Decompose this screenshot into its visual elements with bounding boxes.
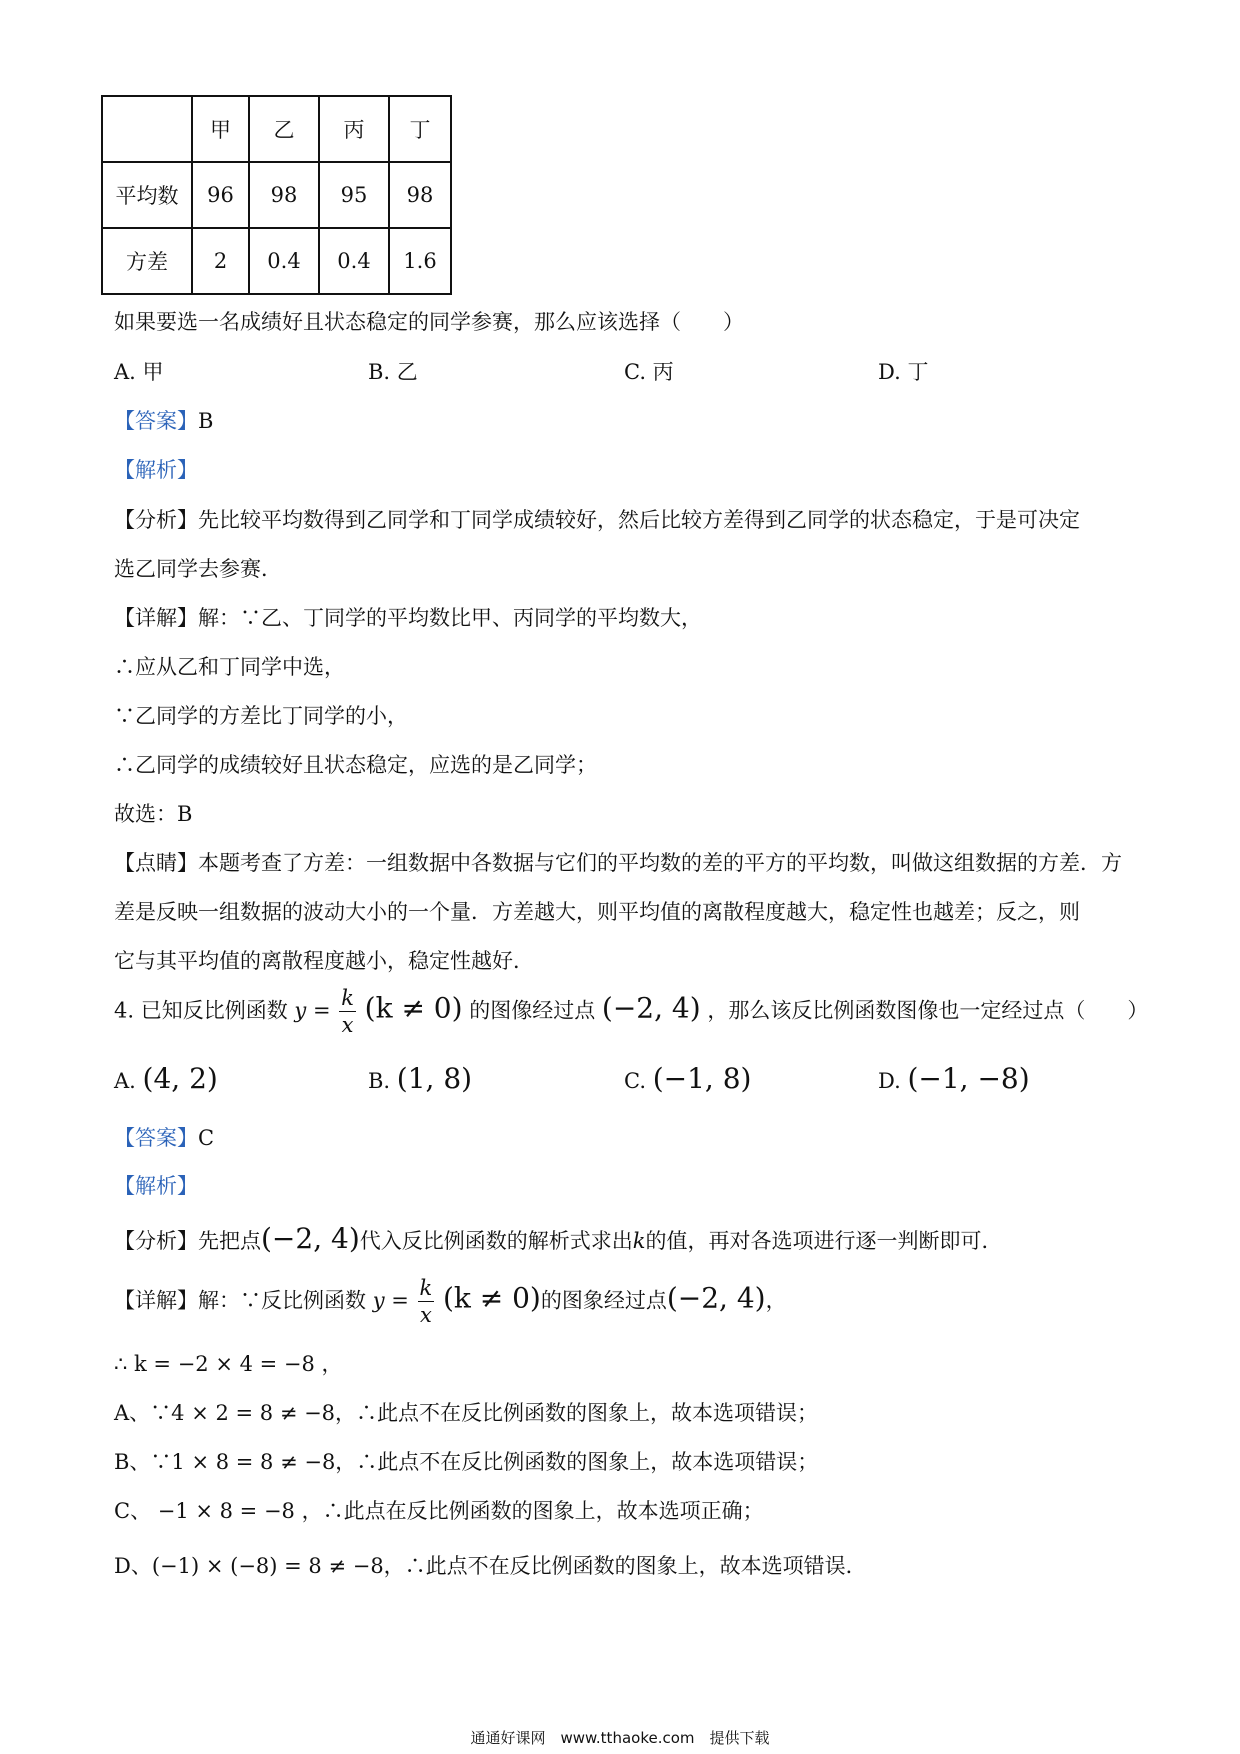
q4-func-lhs: y = <box>294 998 331 1023</box>
dianjing-text: 本题考查了方差：一组数据中各数据与它们的平均数的差的平方的平均数，叫做这组数据的方差．方 <box>198 851 1122 875</box>
q4-point: (−2, 4) <box>601 991 701 1025</box>
table-row <box>102 228 451 294</box>
table-header-cell: 丁 <box>389 96 451 162</box>
q4-condition: (k ≠ 0) <box>364 991 463 1025</box>
q3-answer-line <box>114 405 213 435</box>
table-header-cell: 丙 <box>319 96 389 162</box>
option-label: B. <box>368 1069 391 1093</box>
score-table <box>101 95 452 295</box>
xiangjie-pre: 解：∵反比例函数 <box>198 1288 366 1313</box>
q4-option-a <box>114 1062 218 1095</box>
analysis-tag: 【解析】 <box>114 458 198 482</box>
q3-option-a: A. 甲 <box>114 360 164 384</box>
fenxi-point: (−2, 4) <box>261 1222 360 1255</box>
q4-stem-pre: 4. 已知反比例函数 <box>114 998 288 1023</box>
fenxi-tag: 【分析】 <box>114 508 198 532</box>
option-value: (−1, 8) <box>652 1062 752 1095</box>
q3-solution-line: ∴应从乙和丁同学中选， <box>114 655 345 679</box>
table-row <box>102 162 451 228</box>
table-cell: 2 <box>192 228 249 294</box>
q4-fenxi-line <box>114 1222 1002 1255</box>
q4-stem <box>114 988 1148 1036</box>
fenxi-post: 的值，再对各选项进行逐一判断即可． <box>645 1229 1003 1253</box>
q3-option-d: D. 丁 <box>878 360 929 384</box>
q3-dianjing-line2: 差是反映一组数据的波动大小的一个量．方差越大，则平均值的离散程度越大，稳定性也越差；反之，则 <box>114 900 1080 924</box>
option-label: D. <box>878 1069 901 1093</box>
q3-xiangjie-line1 <box>114 602 702 632</box>
table-cell: 0.4 <box>319 228 389 294</box>
option-value: (−1, −8) <box>907 1062 1030 1095</box>
q4-k-line: ∴ k = −2 × 4 = −8 ， <box>114 1352 343 1376</box>
q3-solution-line: ∵乙同学的方差比丁同学的小， <box>114 704 408 728</box>
answer-tag: 【答案】 <box>114 1126 198 1150</box>
table-header-cell: 甲 <box>192 96 249 162</box>
table-header-cell: 乙 <box>249 96 319 162</box>
answer-tag: 【答案】 <box>114 409 198 433</box>
xj-func-lhs: y = <box>372 1288 409 1313</box>
q4-option-c <box>624 1062 751 1095</box>
q4-fraction <box>339 988 356 1036</box>
q3-option-c: C. 丙 <box>624 360 674 384</box>
table-cell: 1.6 <box>389 228 451 294</box>
xj-mid: 的图象经过点 <box>540 1288 667 1313</box>
q4-check-c: C、 −1 × 8 = −8 ，∴此点在反比例函数的图象上，故本选项正确； <box>114 1499 764 1523</box>
table-cell: 98 <box>249 162 319 228</box>
table-row-label: 方差 <box>102 228 192 294</box>
fraction-denominator: x <box>419 1303 432 1327</box>
q3-conclusion: 故选：B <box>114 802 193 826</box>
answer-value: C <box>198 1126 215 1150</box>
q4-answer-line <box>114 1122 214 1152</box>
table-cell: 96 <box>192 162 249 228</box>
xiangjie-tag: 【详解】 <box>114 606 198 630</box>
xiangjie-text: 解：∵乙、丁同学的平均数比甲、丙同学的平均数大， <box>198 606 702 630</box>
page-footer: 通通好课网 www.tthaoke.com 提供下载 <box>470 1729 770 1747</box>
q4-stem-post: ，那么该反比例函数图像也一定经过点（ ） <box>707 998 1149 1023</box>
option-label: C. <box>624 1069 646 1093</box>
q3-stem: 如果要选一名成绩好且状态稳定的同学参赛，那么应该选择（ ） <box>114 310 744 334</box>
option-label: A. <box>114 1069 136 1093</box>
q4-check-b: B、∵1 × 8 = 8 ≠ −8，∴此点不在反比例函数的图象上，故本选项错误； <box>114 1450 819 1474</box>
answer-value: B <box>198 409 214 433</box>
table-cell: 95 <box>319 162 389 228</box>
table-cell: 0.4 <box>249 228 319 294</box>
fenxi-pre: 先把点 <box>198 1229 261 1253</box>
fraction-numerator: k <box>419 1276 433 1300</box>
fraction-denominator: x <box>341 1013 354 1037</box>
xiangjie-tag: 【详解】 <box>114 1288 198 1313</box>
q3-solution-line: ∴乙同学的成绩较好且状态稳定，应选的是乙同学； <box>114 753 597 777</box>
q4-xiangjie-line <box>114 1278 787 1326</box>
fenxi-text: 先比较平均数得到乙同学和丁同学成绩较好，然后比较方差得到乙同学的状态稳定，于是可决定 <box>198 508 1080 532</box>
q4-stem-mid: 的图像经过点 <box>469 998 596 1023</box>
fraction-numerator: k <box>341 986 354 1010</box>
option-value: (4, 2) <box>142 1062 218 1095</box>
fenxi-k: k <box>632 1229 646 1253</box>
table-cell: 98 <box>389 162 451 228</box>
table-header-cell <box>102 96 192 162</box>
xj-post: ， <box>765 1288 787 1313</box>
q4-option-b <box>368 1062 472 1095</box>
option-value: (1, 8) <box>396 1062 473 1095</box>
fenxi-mid: 代入反比例函数的解析式求出 <box>359 1229 633 1253</box>
xj-condition: (k ≠ 0) <box>442 1281 541 1315</box>
xj-fraction <box>418 1278 435 1326</box>
fenxi-tag: 【分析】 <box>114 1229 198 1253</box>
q4-check-d: D、(−1) × (−8) = 8 ≠ −8，∴此点不在反比例函数的图象上，故本选项错误． <box>114 1554 867 1578</box>
q3-fenxi-line1 <box>114 504 1080 534</box>
analysis-tag: 【解析】 <box>114 1174 198 1198</box>
q4-option-d <box>878 1062 1030 1095</box>
q3-dianjing-line3: 它与其平均值的离散程度越小，稳定性越好． <box>114 949 534 973</box>
dianjing-tag: 【点睛】 <box>114 851 198 875</box>
table-header-row <box>102 96 451 162</box>
table-row-label: 平均数 <box>102 162 192 228</box>
q3-fenxi-line2: 选乙同学去参赛． <box>114 557 282 581</box>
q4-check-a: A、∵4 × 2 = 8 ≠ −8，∴此点不在反比例函数的图象上，故本选项错误； <box>114 1401 819 1425</box>
q3-option-b: B. 乙 <box>368 360 418 384</box>
q3-dianjing-line1 <box>114 847 1122 877</box>
xj-point: (−2, 4) <box>666 1281 766 1315</box>
